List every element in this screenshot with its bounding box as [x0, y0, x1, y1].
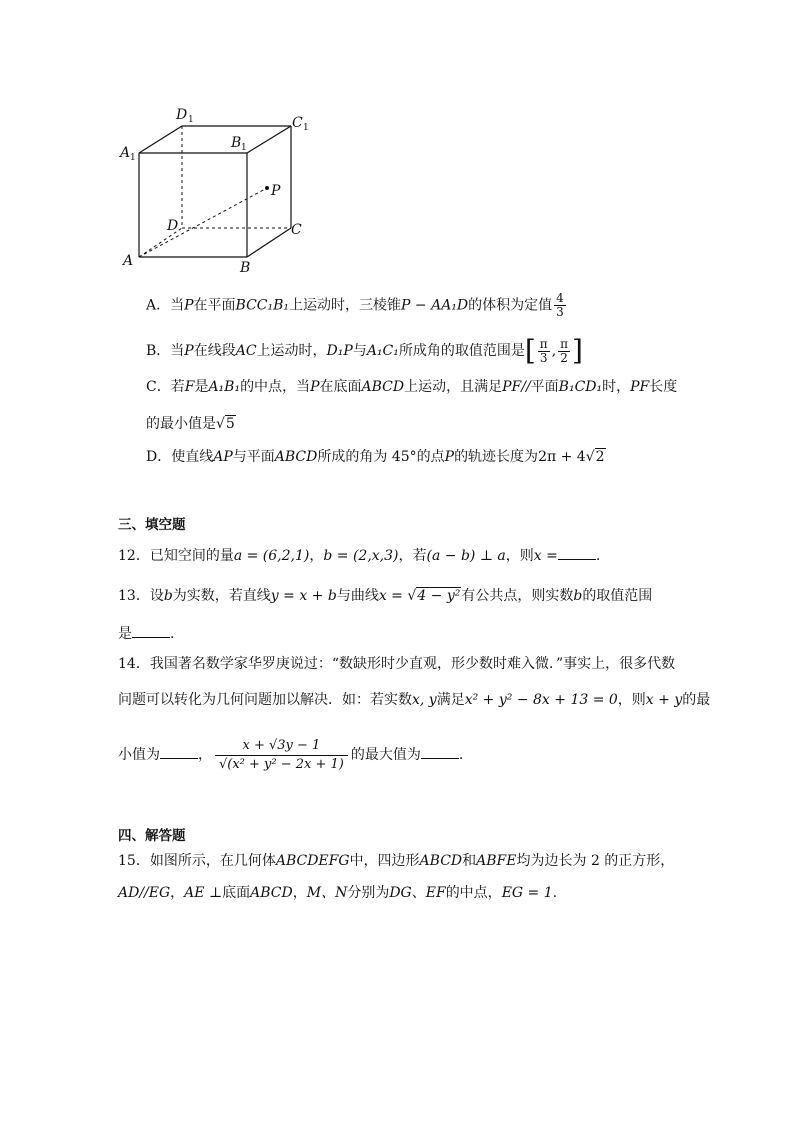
- svg-text:1: 1: [188, 115, 194, 125]
- answer-blank[interactable]: [558, 545, 596, 560]
- label-b1: B: [231, 135, 242, 151]
- question-14-line2: 问题可以转化为几何问题加以解决．如：若实数x, y满足x² + y² − 8x + 13 = 0，则x + y的最: [118, 692, 711, 708]
- cube-figure: [110, 100, 330, 280]
- label-a1: A: [120, 145, 131, 161]
- option-a: A．当P在平面BCC₁B₁上运动时，三棱锥P − AA₁D的体积为定值 $\frac{4}{3}$: [146, 291, 564, 319]
- segment-a-p: [139, 188, 267, 257]
- label-d1: D: [176, 107, 188, 123]
- question-12: 12．已知空间的量a = (6,2,1)，b = (2,x,3)，若(a − b) ⊥ a，则x = .: [118, 545, 600, 566]
- expression-fraction: $\frac{x + √3y - 1}{\text{√(x² + y² − 2x + 1)}}$: [215, 737, 348, 774]
- section-solution-title: 四、解答题: [118, 828, 186, 844]
- question-14: 14．我国著名数学家华罗庚说过：“数缺形时少直观，形少数时难入微．”事实上，很多代数: [118, 656, 676, 672]
- svg-text:1: 1: [303, 123, 309, 133]
- answer-blank[interactable]: [421, 744, 459, 759]
- question-15: 15．如图所示，在几何体ABCDEFG中，四边形ABCD和ABFE均为边长为 2 的正方形，: [118, 853, 675, 869]
- section-fill-in-title: 三、填空题: [118, 517, 186, 533]
- option-d: D．使直线AP与平面ABCD所成的角为 45°的点P的轨迹长度为2π + 4√2: [146, 449, 605, 465]
- label-d: D: [167, 218, 179, 234]
- label-c1: C: [292, 115, 303, 131]
- question-13-line2: 是 .: [118, 623, 174, 644]
- question-14-line3: 小值为 ， $\frac{x + √3y - 1}{\text{√(x² + y² − 2x + 1)}}$ 的最大值为 .: [118, 737, 464, 772]
- point-p: [265, 186, 269, 190]
- label-b: B: [240, 260, 251, 276]
- question-15-line2: AD//EG，AE ⊥底面ABCD，M、N分别为DG、EF的中点，EG = 1.: [118, 885, 558, 901]
- svg-text:1: 1: [241, 143, 247, 153]
- answer-blank[interactable]: [160, 744, 198, 759]
- edge-b1-c1: [247, 126, 291, 153]
- question-13: 13．设b为实数，若直线y = x + b与曲线x = √4 − y²有公共点，则实数b的取值范围: [118, 588, 653, 604]
- option-b: B．当P在线段AC上运动时，D₁P与A₁C₁所成角的取值范围是[ $\frac{\pi}{3}$ , $\frac{\pi}{2}$ ]: [146, 334, 583, 367]
- edge-a1-d1: [139, 126, 182, 153]
- label-c: C: [291, 222, 302, 238]
- edge-b-c: [247, 228, 291, 257]
- option-c-line2: 的最小值是√5: [146, 416, 235, 432]
- label-p: P: [271, 183, 281, 199]
- answer-blank[interactable]: [132, 623, 170, 638]
- option-c: C．若F是A₁B₁的中点，当P在底面ABCD上运动，且满足PF//平面B₁CD₁时，PF长度: [146, 379, 678, 395]
- label-a: A: [123, 253, 134, 269]
- fraction-4-3: $\frac{4}{3}$: [556, 291, 564, 319]
- svg-text:1: 1: [130, 153, 136, 163]
